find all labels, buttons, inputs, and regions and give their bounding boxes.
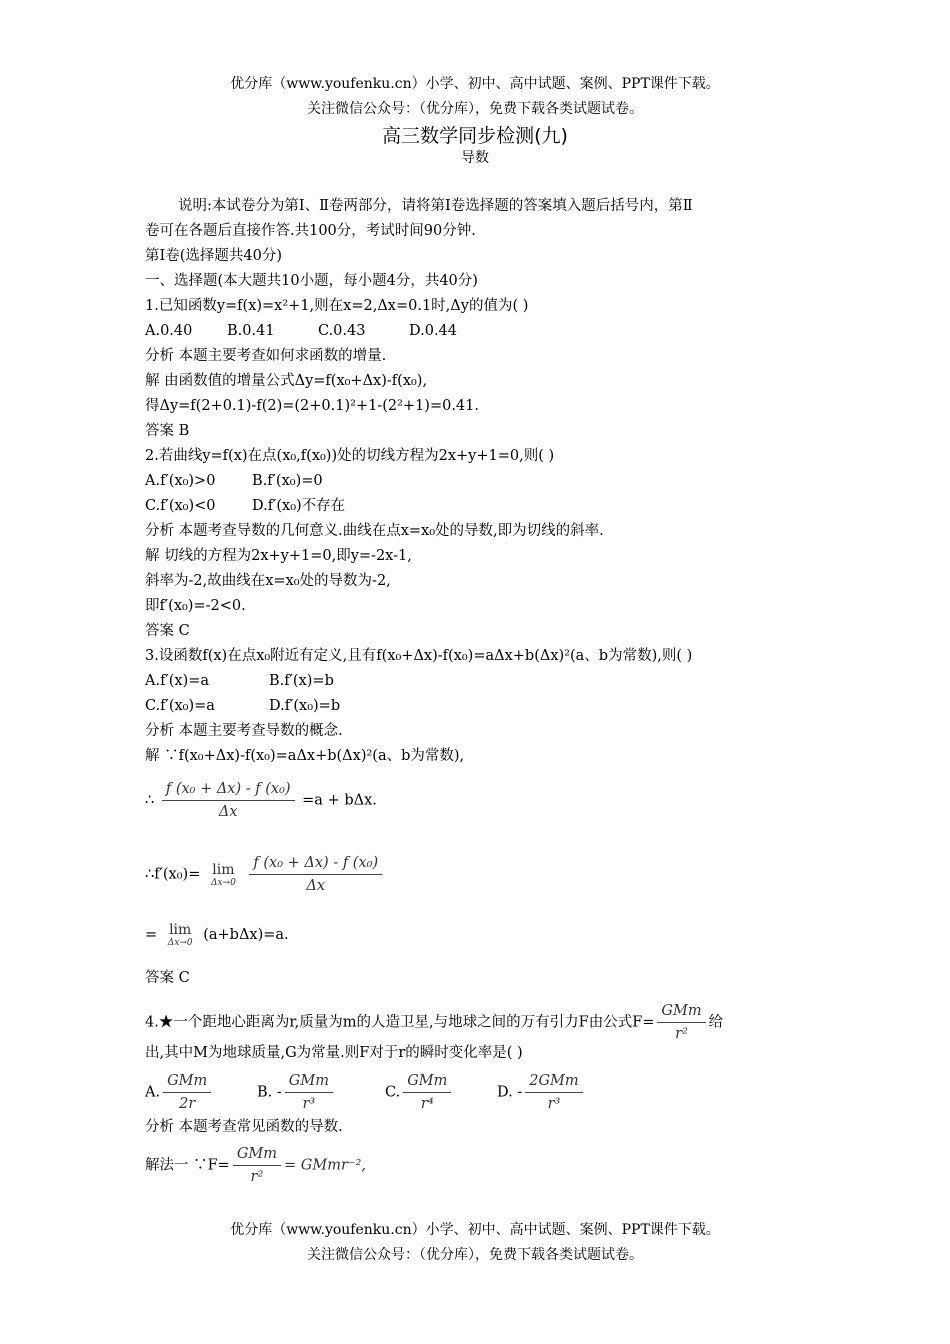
- q2-stem: 2.若曲线y=f(x)在点(x₀,f(x₀))处的切线方程为2x+y+1=0,则( ): [145, 448, 555, 464]
- option-label: C.: [385, 1084, 401, 1101]
- fraction-denominator: r⁴: [420, 1096, 434, 1112]
- q2-solution-1: 解 切线的方程为2x+y+1=0,即y=-2x-1,: [145, 548, 412, 564]
- option-fraction: [163, 1070, 211, 1115]
- equation-lhs: =: [145, 927, 158, 943]
- option-fraction: [525, 1070, 582, 1115]
- q3-options-row-2: [145, 696, 340, 716]
- q2-option-b: B.f′(x₀)=0: [252, 473, 323, 489]
- option-label: D. -: [497, 1084, 523, 1101]
- fraction-numerator: GMm: [233, 1143, 281, 1166]
- q4-stem-line-2: 出,其中M为地球质量,G为常量.则F对于r的瞬时变化率是( ): [145, 1045, 523, 1061]
- section-heading-1: 第Ⅰ卷(选择题共40分): [145, 248, 282, 264]
- q4-option-b: [257, 1070, 385, 1115]
- limit-operator: [168, 922, 193, 948]
- q1-answer: 答案 B: [145, 423, 190, 439]
- option-fraction: [403, 1070, 451, 1115]
- option-fraction: [285, 1070, 333, 1115]
- q3-options-row-1: [145, 671, 334, 691]
- q4-analysis: 分析 本题考查常见函数的导数.: [145, 1119, 343, 1135]
- solution-lhs: 解法一 ∵F=: [145, 1157, 230, 1174]
- option-label: B. -: [257, 1084, 282, 1101]
- fraction-numerator: GMm: [657, 1000, 705, 1023]
- limit-subscript: Δx→0: [167, 938, 193, 948]
- q1-solution-2: 得Δy=f(2+0.1)-f(2)=(2+0.1)²+1-(2²+1)=0.41.: [145, 398, 479, 414]
- therefore-symbol: ∴: [145, 792, 155, 809]
- q1-analysis: 分析 本题主要考查如何求函数的增量.: [145, 348, 387, 364]
- q2-option-d: D.f′(x₀)不存在: [252, 498, 346, 514]
- q2-solution-2: 斜率为-2,故曲线在x=x₀处的导数为-2,: [145, 573, 391, 589]
- q3-answer: 答案 C: [145, 970, 190, 986]
- page-title: 高三数学同步检测(九): [382, 125, 568, 147]
- q4-stem-text-b: 给: [708, 1014, 724, 1031]
- q4-option-c: [385, 1070, 497, 1115]
- q3-equation-1: [145, 778, 377, 823]
- q1-option-a: A.0.40: [145, 323, 193, 339]
- difference-quotient-fraction: [162, 778, 295, 823]
- solution-rhs: = GMmr⁻²,: [284, 1157, 366, 1174]
- q4-stem-line-1: [145, 1000, 723, 1045]
- page-subtitle: 导数: [461, 150, 489, 166]
- q3-solution-1: 解 ∵f(x₀+Δx)-f(x₀)=aΔx+b(Δx)²(a、b为常数),: [145, 748, 465, 764]
- q3-equation-2: [145, 852, 385, 897]
- q2-answer: 答案 C: [145, 623, 190, 639]
- q3-option-a: A.f′(x)=a: [145, 673, 210, 689]
- limit-word: lim: [212, 861, 235, 878]
- q1-options: [145, 321, 457, 341]
- limit-operator: [211, 862, 236, 888]
- q4-option-a: [145, 1070, 257, 1115]
- q2-option-a: A.f′(x₀)>0: [145, 473, 216, 489]
- limit-word: lim: [169, 922, 192, 938]
- q3-equation-3: [145, 922, 289, 948]
- q2-solution-3: 即f′(x₀)=-2<0.: [145, 598, 246, 614]
- fraction-denominator: Δx: [306, 878, 326, 894]
- fraction-denominator: r²: [675, 1026, 688, 1042]
- q1-option-c: C.0.43: [318, 323, 366, 339]
- q1-stem: 1.已知函数y=f(x)=x²+1,则在x=2,Δx=0.1时,Δy的值为( ): [145, 298, 529, 314]
- q1-option-d: D.0.44: [409, 323, 458, 339]
- q4-stem-text-a: 4.★一个距地心距离为r,质量为m的人造卫星,与地球之间的万有引力F由公式F=: [145, 1014, 655, 1031]
- fraction-numerator: f (x₀ + Δx) - f (x₀): [162, 778, 295, 801]
- fraction-numerator: GMm: [163, 1070, 211, 1093]
- q3-option-c: C.f′(x₀)=a: [145, 698, 215, 714]
- q2-option-c: C.f′(x₀)<0: [145, 498, 216, 514]
- equation-rhs: (a+bΔx)=a.: [203, 927, 289, 943]
- q1-solution-1: 解 由函数值的增量公式Δy=f(x₀+Δx)-f(x₀),: [145, 373, 428, 389]
- fraction-denominator: r³: [302, 1096, 316, 1112]
- q3-option-b: B.f′(x)=b: [269, 673, 334, 689]
- gravity-formula-fraction: [657, 1000, 705, 1045]
- equation-rhs: =a + bΔx.: [302, 792, 377, 809]
- intro-line-2: 卷可在各题后直接作答.共100分，考试时间90分钟.: [145, 223, 476, 239]
- header-line-2: 关注微信公众号：（优分库），免费下载各类试题试卷。: [307, 101, 643, 117]
- q3-stem: 3.设函数f(x)在点x₀附近有定义,且有f(x₀+Δx)-f(x₀)=aΔx+b(Δx)²(a、b为常数),则( ): [145, 648, 693, 664]
- fraction-denominator: 2r: [179, 1096, 196, 1112]
- intro-line-1: 说明:本试卷分为第Ⅰ、Ⅱ卷两部分，请将第Ⅰ卷选择题的答案填入题后括号内，第Ⅱ: [178, 198, 693, 214]
- q2-options-row-1: [145, 471, 323, 491]
- q4-options: [145, 1070, 586, 1115]
- header-line-1: 优分库（www.youfenku.cn）小学、初中、高中试题、案例、PPT课件下载。: [230, 76, 720, 92]
- q4-option-d: [497, 1070, 586, 1115]
- fraction-denominator: Δx: [218, 804, 238, 820]
- option-label: A.: [145, 1084, 161, 1101]
- footer-line-2: 关注微信公众号：（优分库），免费下载各类试题试卷。: [307, 1247, 643, 1263]
- q3-analysis: 分析 本题主要考查导数的概念.: [145, 723, 343, 739]
- fraction-denominator: r²: [250, 1169, 264, 1185]
- q2-options-row-2: [145, 496, 345, 516]
- section-heading-2: 一、选择题(本大题共10小题，每小题4分，共40分): [145, 273, 478, 289]
- q2-analysis: 分析 本题考查导数的几何意义.曲线在点x=x₀处的导数,即为切线的斜率.: [145, 523, 604, 539]
- limit-subscript: Δx→0: [210, 877, 236, 888]
- equation-lhs: ∴f′(x₀)=: [145, 866, 201, 883]
- fraction-numerator: GMm: [403, 1070, 451, 1093]
- fraction-numerator: 2GMm: [525, 1070, 582, 1093]
- q1-option-b: B.0.41: [227, 323, 275, 339]
- fraction-numerator: f (x₀ + Δx) - f (x₀): [249, 852, 382, 875]
- limit-fraction: [249, 852, 382, 897]
- footer-line-1: 优分库（www.youfenku.cn）小学、初中、高中试题、案例、PPT课件下载。: [230, 1222, 720, 1238]
- q4-solution-1: [145, 1143, 366, 1188]
- solution-fraction: [233, 1143, 281, 1188]
- q3-option-d: D.f′(x₀)=b: [269, 698, 341, 714]
- fraction-numerator: GMm: [285, 1070, 333, 1093]
- fraction-denominator: r³: [547, 1096, 561, 1112]
